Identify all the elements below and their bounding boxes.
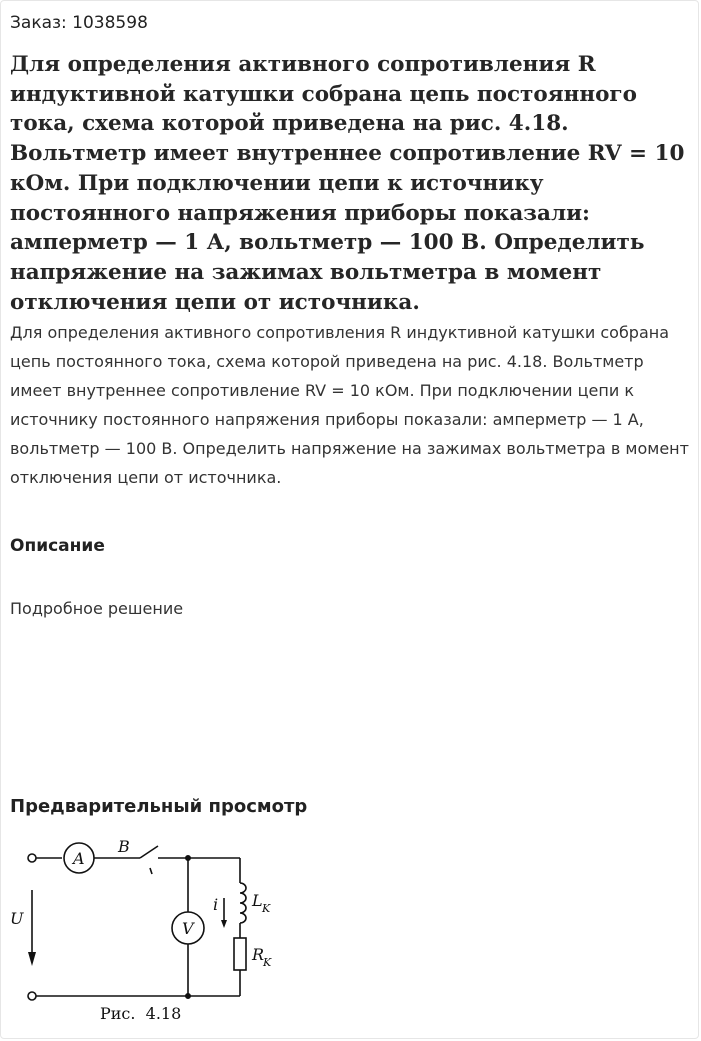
switch-symbol: [140, 846, 158, 858]
inductance-subscript: K: [262, 902, 271, 915]
voltage-label: U: [10, 909, 24, 928]
ammeter-label: A: [73, 849, 85, 868]
inductor-symbol: [240, 883, 246, 923]
resistance-subscript: K: [263, 956, 272, 969]
switch-label: B: [118, 837, 130, 856]
task-title: Для определения активного сопротивления R индуктивной катушки собрана цепь постоянного тока, схема которой приведена на рис. 4.18. Вольтметр имеет внутреннее сопротивление RV = 10 кОм. При подключении цепи к источнику постоянного напряжения приборы показали: амперметр — 1 А, вольтметр — 100 В. Определить напряжение на зажимах вольтметра в момент отключения цепи от источника.: [10, 52, 685, 315]
terminal-bottom: [28, 992, 36, 1000]
inductance-label: L: [252, 891, 263, 910]
figure-caption: Рис. 4.18: [100, 1004, 182, 1023]
circuit-diagram: [0, 828, 300, 1028]
resistance-label: R: [252, 945, 265, 964]
preview-heading: Предварительный просмотр: [10, 796, 308, 817]
order-number: Заказ: 1038598: [10, 13, 148, 33]
detail-text: Подробное решение: [10, 599, 184, 618]
voltmeter-label: V: [182, 919, 194, 938]
terminal-top: [28, 854, 36, 862]
description-heading: Описание: [10, 536, 105, 556]
current-label: i: [213, 895, 219, 914]
resistor-symbol: [234, 938, 246, 970]
task-description: Для определения активного сопротивления R индуктивной катушки собрана цепь постоянного тока, схема которой приведена на рис. 4.18. Вольтметр имеет внутреннее сопротивление RV = 10 кОм. При подключении цепи к источнику постоянного напряжения приборы показали: амперметр — 1 А, вольтметр — 100 В. Определить напряжение на зажимах вольтметра в момент отключения цепи от источника.: [10, 323, 689, 487]
